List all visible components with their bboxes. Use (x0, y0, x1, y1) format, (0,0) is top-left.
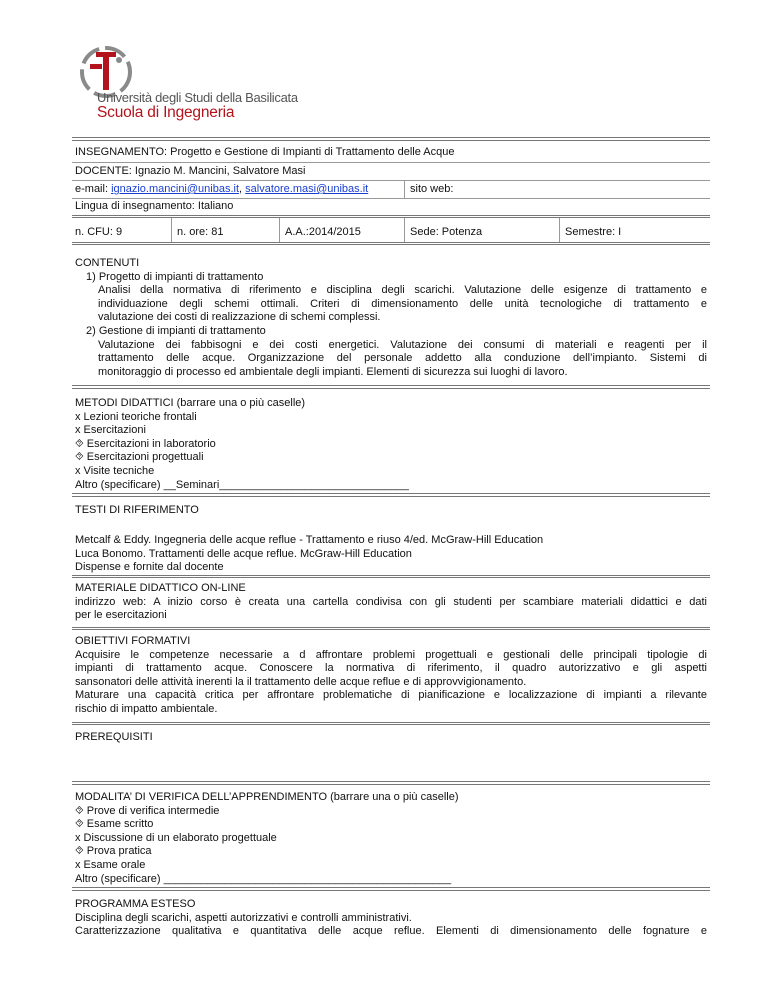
section-title: OBIETTIVI FORMATIVI (75, 635, 191, 647)
paragraph-line: Caratterizzazione qualitativa e quantitativa delle acque reflue. Elementi di dimensionamento delle fognature e (75, 925, 707, 938)
table-line (279, 218, 280, 242)
section-title: TESTI DI RIFERIMENTO (75, 504, 199, 516)
table-line (404, 180, 405, 198)
checkbox-item: ⯑ Esame scritto (75, 818, 154, 831)
paragraph-line: rischio di impatto ambientale. (75, 702, 218, 715)
ore: n. ore: 81 (177, 226, 224, 238)
insegnamento: INSEGNAMENTO: Progetto e Gestione di Impianti di Trattamento delle Acque (75, 146, 455, 158)
checkbox-item: x Esercitazioni (75, 424, 146, 437)
altro-line: Altro (specificare) __Seminari_______________________________ (75, 478, 409, 491)
contenuti-item-title: 1) Progetto di impianti di trattamento (86, 270, 264, 283)
materiale-section (75, 582, 707, 623)
altro-line: Altro (specificare) _______________________________________________ (75, 872, 452, 885)
paragraph-line: Acquisire le competenze necessarie a d affrontare problemi progettuali e gestionali delle principali tipologie di (75, 648, 707, 661)
email-link-mancini[interactable]: ignazio.mancini@unibas.it (111, 183, 240, 195)
rule (72, 385, 710, 389)
rule (72, 887, 710, 891)
semestre: Semestre: I (565, 226, 622, 238)
cfu: n. CFU: 9 (75, 226, 123, 238)
checkbox-item: x Discussione di un elaborato progettuale (75, 831, 277, 844)
table-line (559, 218, 560, 242)
email-separator: , (239, 183, 246, 195)
section-title: PROGRAMMA ESTESO (75, 898, 196, 910)
paragraph-line: Maturare una capacità critica per affrontare problematiche di pianificazione e localizzazione di impianti a rilevante (75, 689, 707, 702)
checkbox-item: ⯑ Prova pratica (75, 845, 152, 858)
rule (72, 722, 710, 725)
email-link-masi[interactable]: salvatore.masi@unibas.it (245, 183, 369, 195)
paragraph-line: Analisi della normativa di riferimento e disciplina degli scarichi. Valutazione delle esigenze di trattamento e (98, 284, 707, 297)
checkbox-item: x Visite tecniche (75, 464, 155, 477)
rule (72, 493, 710, 497)
testi-section (75, 534, 707, 575)
table-line (72, 180, 710, 181)
rule (72, 781, 710, 785)
reference-item: Dispense e fornite dal docente (75, 561, 224, 574)
section-title: CONTENUTI (75, 257, 140, 269)
rule (72, 575, 710, 578)
anno-accademico: A.A.:2014/2015 (285, 226, 361, 238)
rule (72, 215, 710, 218)
checkbox-item: ⯑ Esercitazioni progettuali (75, 451, 204, 464)
sede: Sede: Potenza (410, 226, 483, 238)
school-name: Scuola di Ingegneria (97, 104, 235, 121)
university-name: Università degli Studi della Basilicata (97, 90, 298, 105)
paragraph-line: indirizzo web: A inizio corso è creata una cartella condivisa con gli studenti per scambiare materiali didattici e dati (75, 595, 707, 608)
paragraph-line: per le esercitazioni (75, 609, 167, 622)
obiettivi-section (75, 635, 707, 717)
paragraph-line: individuazione degli schemi ottimali. Criteri di dimensionamento delle unità tecnologiche di trattamento e (98, 297, 707, 310)
checkbox-item: x Esame orale (75, 858, 146, 871)
checkbox-item: ⯑ Esercitazioni in laboratorio (75, 437, 216, 450)
section-title: PREREQUISITI (75, 731, 153, 743)
paragraph-line: Valutazione dei fabbisogni e dei costi energetici. Valutazione dei consumi di materiali e reagenti per il (98, 338, 707, 351)
table-line (171, 218, 172, 242)
paragraph-line: Disciplina degli scarichi, aspetti autorizzativi e controlli amministrativi. (75, 911, 412, 924)
contenuti-section (75, 257, 707, 379)
reference-item: Luca Bonomo. Trattamenti delle acque reflue. McGraw-Hill Education (75, 547, 412, 560)
table-line (404, 218, 405, 242)
programma-section (75, 898, 707, 939)
rule (72, 242, 710, 245)
lingua: Lingua di insegnamento: Italiano (75, 200, 234, 212)
modalita-section (75, 791, 707, 886)
paragraph-line: monitoraggio di processo ed ambientale degli impianti. Elementi di sicurezza sui luoghi di lavoro. (98, 365, 568, 378)
docente: DOCENTE: Ignazio M. Mancini, Salvatore Masi (75, 165, 306, 177)
section-title: MODALITA’ DI VERIFICA DELL’APPRENDIMENTO (barrare una o più caselle) (75, 791, 459, 803)
checkbox-item: x Lezioni teoriche frontali (75, 410, 197, 423)
contenuti-item-title: 2) Gestione di impianti di trattamento (86, 324, 266, 337)
table-line (72, 162, 710, 163)
rule (72, 137, 710, 141)
reference-item: Metcalf & Eddy. Ingegneria delle acque reflue - Trattamento e riuso 4/ed. McGraw-Hill Education (75, 534, 544, 546)
paragraph-line: sansonatori delle attività inerenti la il trattamento delle acque reflue e di approvvigionamento. (75, 675, 527, 688)
checkbox-item: ⯑ Prove di verifica intermedie (75, 804, 220, 817)
paragraph-line: trattamento delle acque. Organizzazione del personale addetto alla conduzione dell’impianto. Sistemi di (98, 352, 707, 365)
email-label: e-mail: (75, 183, 112, 195)
rule (72, 627, 710, 630)
section-title: MATERIALE DIDATTICO ON-LINE (75, 582, 246, 594)
metodi-section (75, 397, 707, 492)
paragraph-line: valutazione dei costi di realizzazione di schemi complessi. (98, 311, 381, 324)
paragraph-line: impianti di trattamento acque. Conoscere la normativa di riferimento, il quadro autorizzativo e gli aspetti (75, 662, 707, 675)
email-row (75, 182, 368, 196)
section-title: METODI DIDATTICI (barrare una o più caselle) (75, 397, 306, 409)
sito-web: sito web: (410, 183, 454, 195)
